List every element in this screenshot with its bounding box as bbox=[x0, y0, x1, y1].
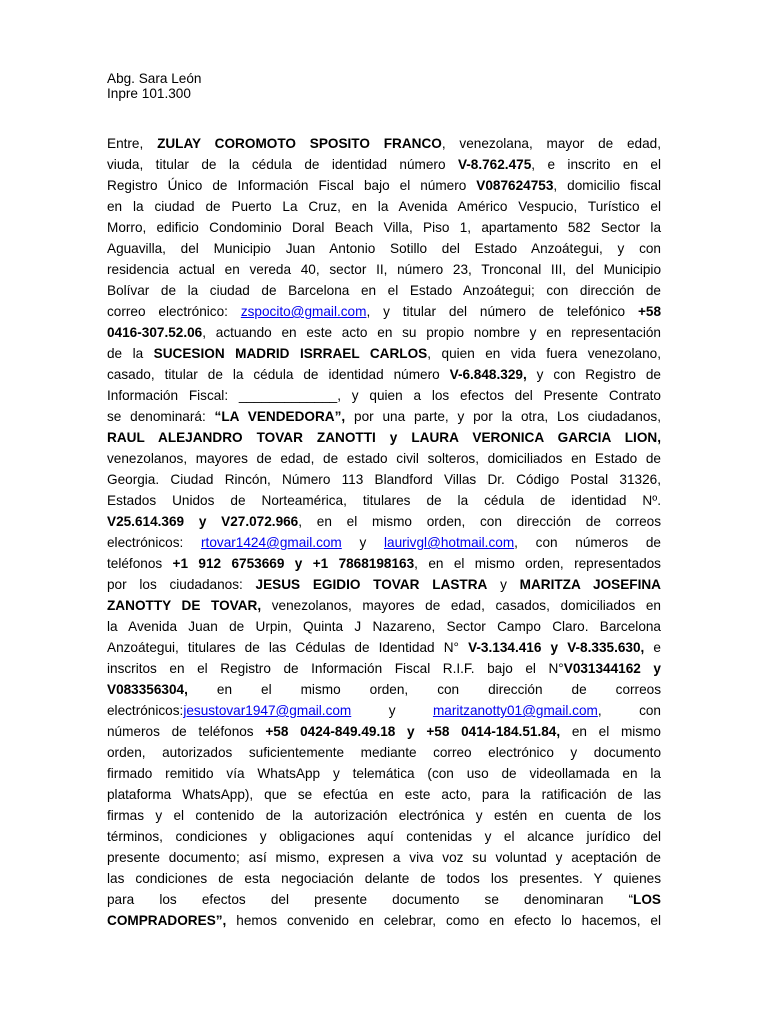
paragraph-line bbox=[107, 259, 661, 280]
email-link[interactable]: maritzanotty01@gmail.com bbox=[432, 703, 598, 718]
paragraph-line bbox=[107, 763, 661, 784]
text-run: Entre, bbox=[107, 136, 158, 151]
paragraph-line bbox=[107, 847, 661, 868]
text-run: hemos convenido en celebrar, como en efecto lo hacemos, el bbox=[226, 913, 661, 928]
text-run: y bbox=[487, 577, 520, 592]
text-run: venezolanos, mayores de edad, de estado civil solteros, domiciliados en Estado de bbox=[107, 451, 661, 466]
text-run: , e inscrito en el bbox=[531, 157, 661, 172]
text-run: venezolanos, mayores de edad, casados, domiciliados en bbox=[261, 598, 661, 613]
bold-text: V-3.134.416 y V-8.335.630, bbox=[468, 640, 645, 655]
paragraph-line bbox=[107, 322, 661, 343]
text-run: Aguavilla, del Municipio Juan Antonio Sotillo del Estado Anzoátegui, y con bbox=[107, 241, 661, 256]
text-run: en la ciudad de Puerto La Cruz, en la Avenida Américo Vespucio, Turístico el bbox=[107, 199, 661, 214]
bold-text: ZULAY COROMOTO SPOSITO FRANCO bbox=[157, 136, 442, 151]
text-run: firmas y el contenido de la autorización electrónica y estén en cuenta de los bbox=[107, 808, 661, 823]
text-run: , y titular del número de telefónico bbox=[366, 304, 638, 319]
email-link[interactable]: zspocito@gmail.com bbox=[240, 304, 367, 319]
bold-text: V087624753 bbox=[476, 178, 554, 193]
text-run: , venezolana, mayor de edad, bbox=[441, 136, 662, 151]
bold-text: RAUL ALEJANDRO TOVAR ZANOTTI y LAURA VERONICA GARCIA LION, bbox=[107, 430, 661, 445]
text-run: y bbox=[341, 535, 384, 550]
text-run: teléfonos bbox=[107, 556, 173, 571]
text-run: Morro, edificio Condominio Doral Beach Villa, Piso 1, apartamento 582 Sector la bbox=[107, 220, 661, 235]
paragraph-line bbox=[107, 427, 661, 448]
bold-text: V083356304, bbox=[107, 682, 188, 697]
text-run: presente documento; así mismo, expresen a viva voz su voluntad y aceptación de bbox=[107, 850, 661, 865]
text-run: , domicilio fiscal bbox=[553, 178, 661, 193]
paragraph-line bbox=[107, 280, 661, 301]
inpre-number: Inpre 101.300 bbox=[107, 86, 191, 101]
text-run: orden, autorizados suficientemente mediante correo electrónico y documento bbox=[107, 745, 661, 760]
text-run: Información Fiscal: _____________, y quien a los efectos del Presente Contrato bbox=[107, 388, 661, 403]
bold-text: LOS bbox=[633, 892, 661, 907]
text-run: casado, titular de la cédula de identidad número bbox=[107, 367, 450, 382]
text-run: Estados Unidos de Norteamérica, titulares de la cédula de identidad Nº. bbox=[107, 493, 661, 508]
text-run: viuda, titular de la cédula de identidad número bbox=[107, 157, 458, 172]
text-run: Bolívar de la ciudad de Barcelona en el Estado Anzoátegui; con dirección de bbox=[107, 283, 661, 298]
text-run: electrónicos: bbox=[107, 703, 184, 718]
paragraph-line bbox=[107, 490, 661, 511]
email-link[interactable]: laurivgl@hotmail.com bbox=[384, 535, 515, 550]
paragraph-line bbox=[107, 196, 661, 217]
paragraph-line bbox=[107, 700, 661, 721]
text-run: , con números de bbox=[514, 535, 661, 550]
text-run: plataforma WhatsApp), que se efectúa en este acto, para la ratificación de las bbox=[107, 787, 661, 802]
paragraph-line bbox=[107, 868, 661, 889]
paragraph-line bbox=[107, 511, 661, 532]
text-run: , actuando en este acto en su propio nombre y en representación bbox=[202, 325, 661, 340]
bold-text: V-8.762.475 bbox=[457, 157, 532, 172]
text-run: por los ciudadanos: bbox=[107, 577, 256, 592]
text-run: y bbox=[351, 703, 433, 718]
author-name: Abg. Sara León bbox=[107, 71, 202, 86]
bold-text: +58 bbox=[637, 304, 662, 319]
email-link[interactable]: jesustovar1947@gmail.com bbox=[183, 703, 352, 718]
text-run: y con Registro de bbox=[526, 367, 661, 382]
text-run: inscritos en el Registro de Información Fiscal R.I.F. bajo el N° bbox=[107, 661, 564, 676]
text-run: la Avenida Juan de Urpin, Quinta J Nazareno, Sector Campo Claro. Barcelona bbox=[107, 619, 661, 634]
paragraph-line bbox=[107, 364, 661, 385]
bold-text: 0416-307.52.06 bbox=[107, 325, 203, 340]
paragraph-line bbox=[107, 784, 661, 805]
paragraph-line bbox=[107, 721, 661, 742]
bold-text: V-6.848.329, bbox=[449, 367, 527, 382]
paragraph-line bbox=[107, 301, 661, 322]
paragraph-line bbox=[107, 175, 661, 196]
bold-text: JESUS EGIDIO TOVAR LASTRA bbox=[255, 577, 488, 592]
paragraph-line bbox=[107, 679, 661, 700]
text-run: se denominará: bbox=[107, 409, 215, 424]
bold-text: +58 0424-849.49.18 y +58 0414-184.51.84, bbox=[265, 724, 561, 739]
paragraph-line bbox=[107, 826, 661, 847]
paragraph-line bbox=[107, 637, 661, 658]
text-run: residencia actual en vereda 40, sector II, número 23, Tronconal III, del Municipio bbox=[107, 262, 661, 277]
text-run: Anzoátegui, titulares de las Cédulas de Identidad N° bbox=[107, 640, 469, 655]
paragraph-line bbox=[107, 910, 661, 931]
paragraph-line bbox=[107, 133, 661, 154]
paragraph-line bbox=[107, 154, 661, 175]
text-run: e bbox=[644, 640, 661, 655]
bold-text: ZANOTTY DE TOVAR, bbox=[107, 598, 262, 613]
paragraph-line bbox=[107, 616, 661, 637]
text-run: en el mismo bbox=[560, 724, 661, 739]
text-run: , en el mismo orden, representados bbox=[414, 556, 661, 571]
paragraph-line bbox=[107, 805, 661, 826]
text-run: por una parte, y por la otra, Los ciudadanos, bbox=[345, 409, 661, 424]
text-run: , con bbox=[597, 703, 661, 718]
text-run: para los efectos del presente documento se denominaran “ bbox=[107, 892, 634, 907]
paragraph-line bbox=[107, 889, 661, 910]
text-run: de la bbox=[107, 346, 154, 361]
email-link[interactable]: rtovar1424@gmail.com bbox=[201, 535, 342, 550]
bold-text: “LA VENDEDORA”, bbox=[214, 409, 346, 424]
text-run: las condiciones de esta negociación delante de todos los presentes. Y quienes bbox=[107, 871, 661, 886]
text-run: electrónicos: bbox=[107, 535, 202, 550]
text-run: Georgia. Ciudad Rincón, Número 113 Blandford Villas Dr. Código Postal 31326, bbox=[107, 472, 661, 487]
text-run: correo electrónico: bbox=[107, 304, 241, 319]
paragraph-line bbox=[107, 469, 661, 490]
bold-text: +1 912 6753669 y +1 7868198163 bbox=[172, 556, 415, 571]
paragraph-line bbox=[107, 385, 661, 406]
contract-body bbox=[107, 133, 661, 931]
paragraph-line bbox=[107, 406, 661, 427]
document-header bbox=[107, 71, 201, 101]
paragraph-line bbox=[107, 217, 661, 238]
paragraph-line bbox=[107, 343, 661, 364]
text-run: , en el mismo orden, con dirección de correos bbox=[298, 514, 661, 529]
bold-text: V25.614.369 y V27.072.966 bbox=[107, 514, 299, 529]
text-run: términos, condiciones y obligaciones aquí contenidas y el alcance jurídico del bbox=[107, 829, 661, 844]
paragraph-line bbox=[107, 532, 661, 553]
paragraph-line bbox=[107, 658, 661, 679]
paragraph-line bbox=[107, 742, 661, 763]
text-run: Registro Único de Información Fiscal bajo el número bbox=[107, 178, 477, 193]
paragraph-line bbox=[107, 595, 661, 616]
bold-text: SUCESION MADRID ISRRAEL CARLOS bbox=[153, 346, 428, 361]
paragraph-line bbox=[107, 574, 661, 595]
bold-text: V031344162 y bbox=[563, 661, 661, 676]
bold-text: COMPRADORES”, bbox=[107, 913, 227, 928]
paragraph-line bbox=[107, 448, 661, 469]
bold-text: MARITZA JOSEFINA bbox=[519, 577, 661, 592]
text-run: firmado remitido vía WhatsApp y telemática (con uso de videollamada en la bbox=[107, 766, 661, 781]
paragraph-line bbox=[107, 238, 661, 259]
text-run: números de teléfonos bbox=[107, 724, 266, 739]
paragraph-line bbox=[107, 553, 661, 574]
text-run: en el mismo orden, con dirección de correos bbox=[187, 682, 661, 697]
text-run: , quien en vida fuera venezolano, bbox=[427, 346, 662, 361]
